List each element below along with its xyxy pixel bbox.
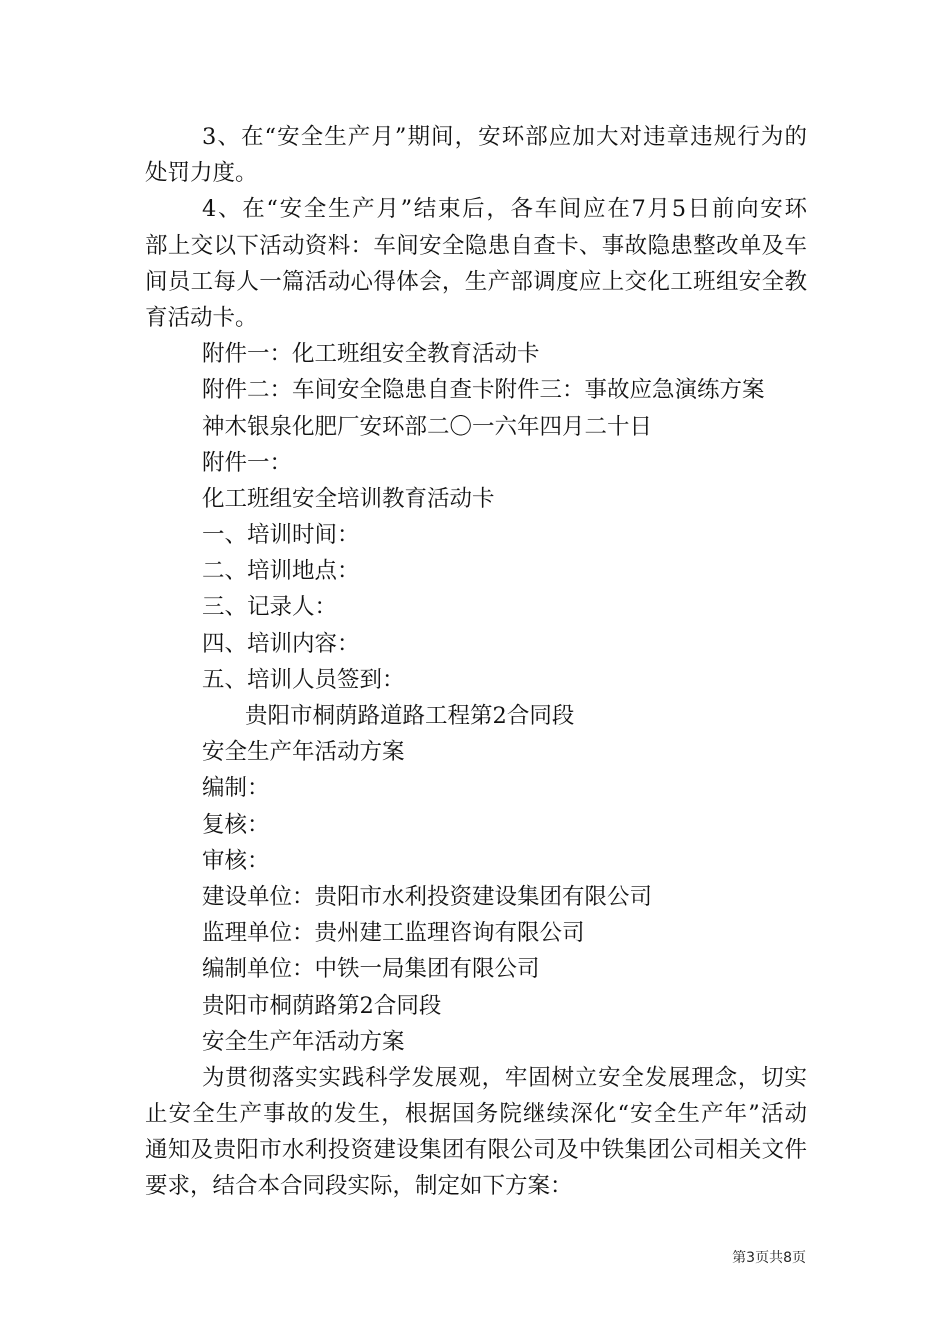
attachment-line: 附件一：化工班组安全教育活动卡 (202, 341, 540, 368)
plan-title: 安全生产年活动方案 (202, 739, 405, 766)
attachment-line: 附件二：车间安全隐患自查卡附件三：事故应急演练方案 (202, 377, 765, 404)
paragraph-line: 通知及贵阳市水利投资建设集团有限公司及中铁集团公司相关文件 (145, 1137, 807, 1164)
signature-line: 神木银泉化肥厂安环部二〇一六年四月二十日 (202, 413, 653, 440)
form-item: 二、培训地点： (202, 558, 360, 585)
paragraph-line: 处罚力度。 (145, 160, 258, 187)
form-item: 一、培训时间： (202, 522, 360, 549)
form-item: 五、培训人员签到： (202, 666, 405, 693)
form-item: 审核： (202, 847, 270, 874)
form-item: 编制： (202, 775, 270, 802)
paragraph-line: 3、在“安全生产月”期间，安环部应加大对违章违规行为的 (202, 124, 807, 150)
paragraph-line: 要求，结合本合同段实际，制定如下方案： (145, 1173, 573, 1200)
paragraph-line: 4、在“安全生产月”结束后，各车间应在7月5日前向安环 (202, 196, 807, 223)
document-body (145, 119, 807, 1205)
paragraph-line: 间员工每人一篇活动心得体会，生产部调度应上交化工班组安全教 (145, 268, 807, 295)
section-title: 贵阳市桐荫路第2合同段 (202, 992, 442, 1019)
form-item: 三、记录人： (202, 594, 338, 621)
attachment-heading: 附件一： (202, 449, 293, 476)
page-indicator: 第3页共8页 (732, 1250, 806, 1266)
form-item: 复核： (202, 811, 270, 838)
paragraph-line: 为贯彻落实实践科学发展观，牢固树立安全发展理念，切实 (202, 1064, 807, 1091)
section-title: 安全生产年活动方案 (202, 1028, 405, 1055)
form-item: 四、培训内容： (202, 630, 360, 657)
project-title: 贵阳市桐荫路道路工程第2合同段 (245, 703, 575, 729)
card-title: 化工班组安全培训教育活动卡 (202, 485, 495, 512)
paragraph-line: 部上交以下活动资料：车间安全隐患自查卡、事故隐患整改单及车 (145, 232, 807, 259)
unit-line: 编制单位：中铁一局集团有限公司 (202, 956, 540, 983)
unit-line: 建设单位：贵阳市水利投资建设集团有限公司 (202, 883, 653, 910)
paragraph-line: 止安全生产事故的发生，根据国务院继续深化“安全生产年”活动 (145, 1101, 807, 1128)
unit-line: 监理单位：贵州建工监理咨询有限公司 (202, 920, 585, 947)
paragraph-line: 育活动卡。 (145, 304, 258, 331)
